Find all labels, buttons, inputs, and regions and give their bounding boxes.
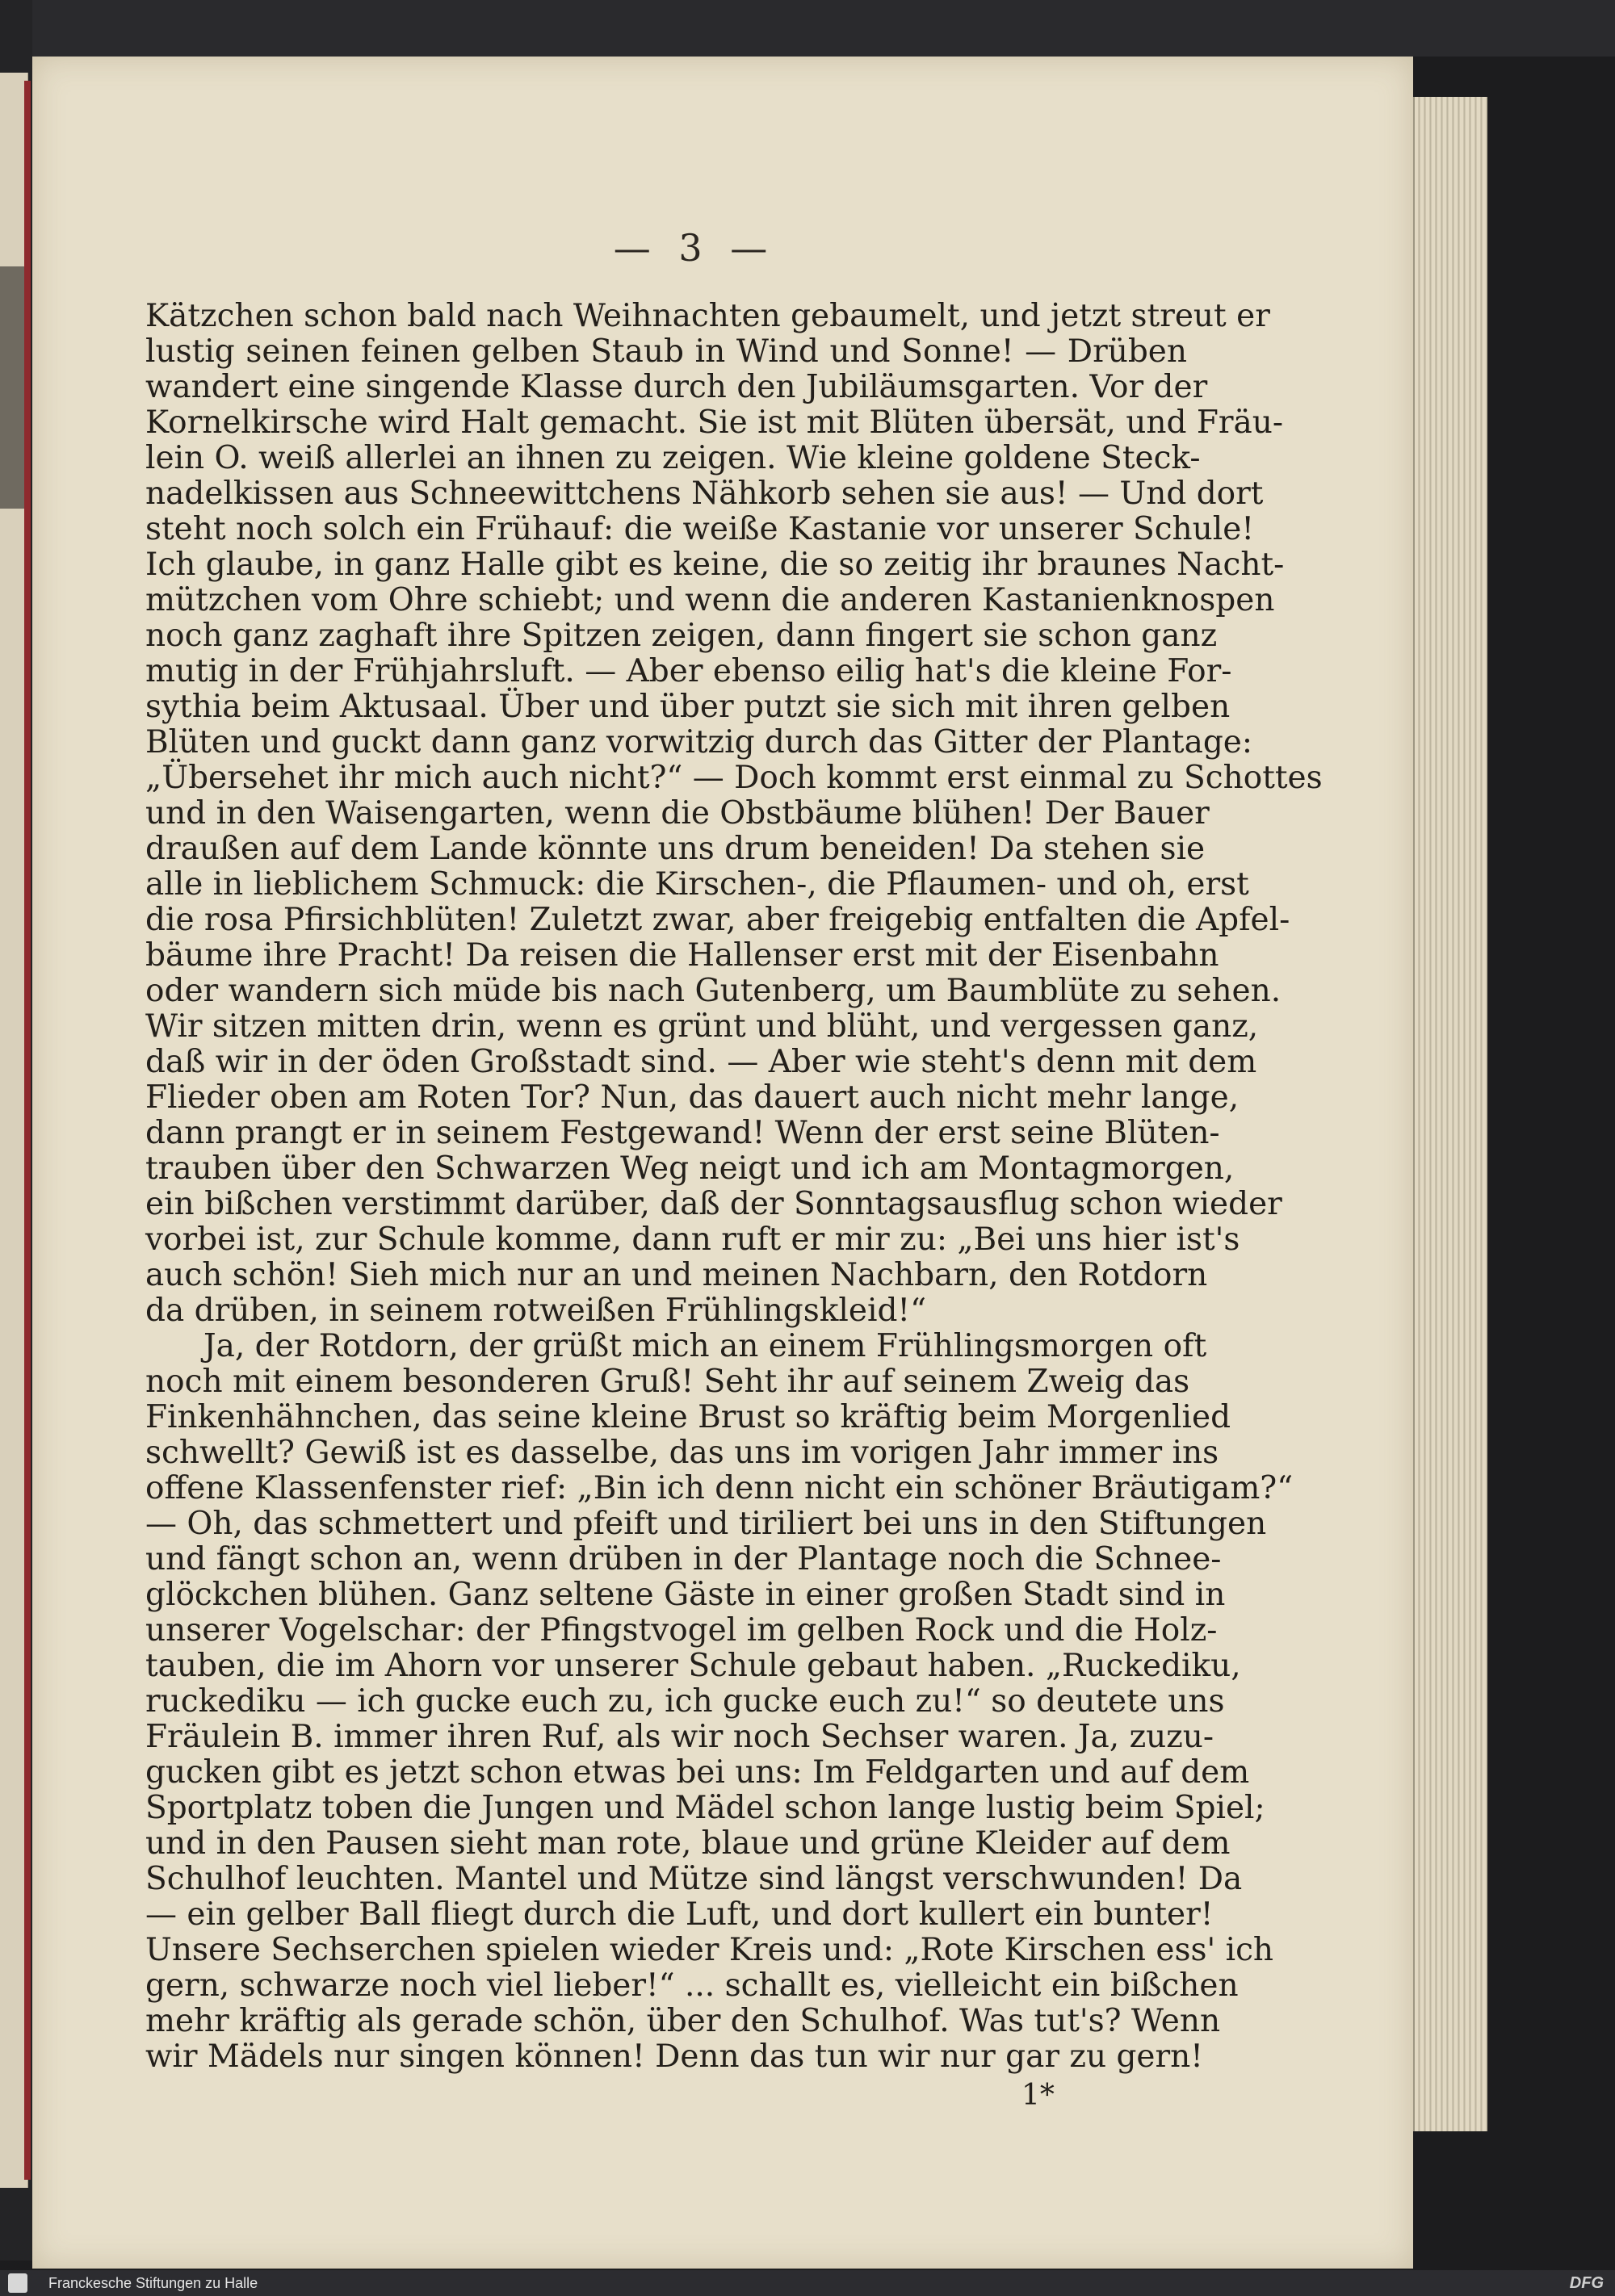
- text-line: Finkenhähnchen, das seine kleine Brust so kräftig beim Morgenlied: [145, 1399, 1231, 1435]
- text-line: und fängt schon an, wenn drüben in der Plantage noch die Schnee-: [145, 1541, 1222, 1577]
- signature-mark: 1*: [1021, 2079, 1055, 2112]
- text-line-paragraph-start: Ja, der Rotdorn, der grüßt mich an einem Frühlingsmorgen oft: [203, 1328, 1207, 1364]
- text-line: oder wandern sich müde bis nach Gutenberg, um Baumblüte zu sehen.: [145, 973, 1282, 1009]
- text-line: und in den Pausen sieht man rote, blaue und grüne Kleider auf dem: [145, 1825, 1231, 1862]
- text-line: lein O. weiß allerlei an ihnen zu zeigen. Wie kleine goldene Steck-: [145, 440, 1201, 476]
- text-line: daß wir in der öden Großstadt sind. — Aber wie steht's denn mit dem: [145, 1044, 1257, 1080]
- text-line: die rosa Pfirsichblüten! Zuletzt zwar, aber freigebig entfalten die Apfel-: [145, 902, 1290, 938]
- text-line: bäume ihre Pracht! Da reisen die Hallenser erst mit der Eisenbahn: [145, 937, 1219, 974]
- text-line: alle in lieblichem Schmuck: die Kirschen-, die Pflaumen- und oh, erst: [145, 866, 1249, 903]
- institution-label: Franckesche Stiftungen zu Halle: [48, 2275, 258, 2291]
- text-line: und in den Waisengarten, wenn die Obstbäume blühen! Der Bauer: [145, 795, 1210, 832]
- text-line: Sportplatz toben die Jungen und Mädel schon lange lustig beim Spiel;: [145, 1790, 1265, 1826]
- institution-logo-icon: [8, 2273, 27, 2293]
- facing-page-illustration-fragment: [0, 266, 24, 509]
- book-cover-top: [0, 0, 1615, 57]
- text-line: gern, schwarze noch viel lieber!“ ... schallt es, vielleicht ein bißchen: [145, 1967, 1239, 2004]
- text-line: dann prangt er in seinem Festgewand! Wenn der erst seine Blüten-: [145, 1115, 1220, 1151]
- text-line: lustig seinen feinen gelben Staub in Wind und Sonne! — Drüben: [145, 333, 1187, 370]
- text-line: Blüten und guckt dann ganz vorwitzig durch das Gitter der Plantage:: [145, 724, 1253, 760]
- text-line: sythia beim Aktusaal. Über und über putzt sie sich mit ihren gelben: [145, 689, 1231, 725]
- text-line: Kornelkirsche wird Halt gemacht. Sie ist mit Blüten übersät, und Fräu-: [145, 404, 1284, 441]
- text-line: nadelkissen aus Schneewittchens Nähkorb sehen sie aus! — Und dort: [145, 476, 1264, 512]
- text-line: steht noch solch ein Frühauf: die weiße Kastanie vor unserer Schule!: [145, 511, 1255, 547]
- text-line: glöckchen blühen. Ganz seltene Gäste in einer großen Stadt sind in: [145, 1577, 1226, 1613]
- text-line: offene Klassenfenster rief: „Bin ich denn nicht ein schöner Bräutigam?“: [145, 1470, 1294, 1506]
- text-line: vorbei ist, zur Schule komme, dann ruft er mir zu: „Bei uns hier ist's: [145, 1221, 1240, 1258]
- dfg-badge: DFG: [1569, 2274, 1604, 2292]
- text-line: Schulhof leuchten. Mantel und Mütze sind längst verschwunden! Da: [145, 1861, 1243, 1897]
- text-line: Unsere Sechserchen spielen wieder Kreis und: „Rote Kirschen ess' ich: [145, 1932, 1274, 1968]
- text-line: mehr kräftig als gerade schön, über den Schulhof. Was tut's? Wenn: [145, 2003, 1221, 2039]
- text-line: Flieder oben am Roten Tor? Nun, das dauert auch nicht mehr lange,: [145, 1079, 1240, 1116]
- text-line: wandert eine singende Klasse durch den Jubiläumsgarten. Vor der: [145, 369, 1208, 405]
- text-line: — ein gelber Ball fliegt durch die Luft, und dort kullert ein bunter!: [145, 1896, 1214, 1933]
- text-line: noch mit einem besonderen Gruß! Seht ihr auf seinem Zweig das: [145, 1364, 1190, 1400]
- text-line: unserer Vogelschar: der Pfingstvogel im gelben Rock und die Holz-: [145, 1612, 1218, 1649]
- text-line: schwellt? Gewiß ist es dasselbe, das uns im vorigen Jahr immer ins: [145, 1435, 1219, 1471]
- page-number: — 3 —: [613, 226, 776, 270]
- text-line: Kätzchen schon bald nach Weihnachten gebaumelt, und jetzt streut er: [145, 298, 1270, 334]
- text-line: gucken gibt es jetzt schon etwas bei uns: Im Feldgarten und auf dem: [145, 1754, 1250, 1791]
- text-line: draußen auf dem Lande könnte uns drum beneiden! Da stehen sie: [145, 831, 1206, 867]
- text-line: ein bißchen verstimmt darüber, daß der Sonntagsausflug schon wieder: [145, 1186, 1282, 1222]
- page-body-text: [145, 298, 1323, 2075]
- text-line: „Übersehet ihr mich auch nicht?“ — Doch kommt erst einmal zu Schottes: [145, 760, 1323, 796]
- text-line-last: wir Mädels nur singen können! Denn das tun wir nur gar zu gern!: [145, 2038, 1203, 2075]
- viewer-footer: [0, 2270, 1615, 2296]
- text-line: auch schön! Sieh mich nur an und meinen Nachbarn, den Rotdorn: [145, 1257, 1208, 1293]
- book-page: [32, 57, 1413, 2269]
- text-line: trauben über den Schwarzen Weg neigt und ich am Montagmorgen,: [145, 1150, 1235, 1187]
- text-line: ruckediku — ich gucke euch zu, ich gucke euch zu!“ so deutete uns: [145, 1683, 1225, 1720]
- red-page-edge: [24, 81, 31, 2180]
- text-line: Fräulein B. immer ihren Ruf, als wir noch Sechser waren. Ja, zuzu-: [145, 1719, 1214, 1755]
- page-edges-stack: [1413, 97, 1487, 2131]
- text-line: tauben, die im Ahorn vor unserer Schule gebaut haben. „Ruckediku,: [145, 1648, 1241, 1684]
- text-line: noch ganz zaghaft ihre Spitzen zeigen, dann fingert sie schon ganz: [145, 618, 1218, 654]
- text-line: Ich glaube, in ganz Halle gibt es keine, die so zeitig ihr braunes Nacht-: [145, 547, 1285, 583]
- text-line: mutig in der Frühjahrsluft. — Aber ebenso eilig hat's die kleine For-: [145, 653, 1232, 689]
- text-line: — Oh, das schmettert und pfeift und tiriliert bei uns in den Stiftungen: [145, 1506, 1267, 1542]
- text-line: mützchen vom Ohre schiebt; und wenn die anderen Kastanienknospen: [145, 582, 1275, 618]
- text-line-paragraph-end: da drüben, in seinem rotweißen Frühlingskleid!“: [145, 1293, 927, 1329]
- text-line: Wir sitzen mitten drin, wenn es grünt und blüht, und vergessen ganz,: [145, 1008, 1259, 1045]
